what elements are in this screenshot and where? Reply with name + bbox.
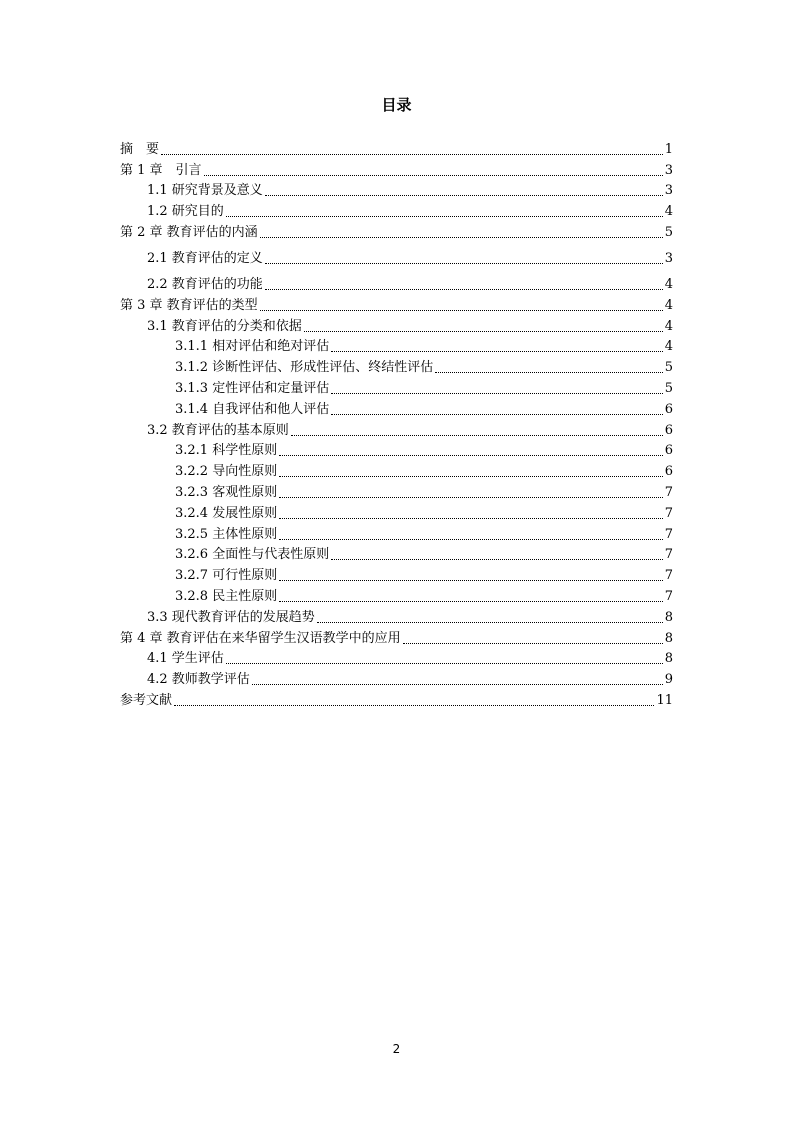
toc-entry[interactable] <box>120 200 673 221</box>
toc-entry-text: 第 3 章 教育评估的类型 <box>120 297 258 313</box>
toc-entry-text: 3.2.1 科学性原则 <box>175 443 278 459</box>
toc-page-number: 3 <box>664 250 673 266</box>
toc-leader-dots <box>174 704 654 706</box>
toc-leader-dots <box>265 262 663 264</box>
toc-entry[interactable] <box>120 268 673 294</box>
toc-entry-text: 3.2.6 全面性与代表性原则 <box>175 547 330 563</box>
toc-page-number: 8 <box>664 609 673 625</box>
page-number-footer: 2 <box>392 1042 401 1056</box>
toc-entry-text: 第 4 章 教育评估在来华留学生汉语教学中的应用 <box>120 630 401 646</box>
toc-page-number: 5 <box>664 380 673 396</box>
toc-page-number: 1 <box>664 141 673 157</box>
toc-entry[interactable] <box>120 606 673 627</box>
toc-page-number: 6 <box>664 422 673 438</box>
toc-leader-dots <box>279 600 663 602</box>
toc-leader-dots <box>279 538 663 540</box>
toc-leader-dots <box>252 683 663 685</box>
toc-leader-dots <box>331 392 663 394</box>
toc-page-number: 6 <box>664 443 673 459</box>
toc-leader-dots <box>331 558 663 560</box>
toc-page-number: 4 <box>664 339 673 355</box>
toc-page-number: 11 <box>656 692 673 708</box>
toc-page-number: 8 <box>664 630 673 646</box>
toc-leader-dots <box>435 371 663 373</box>
toc-entry-text: 1.1 研究背景及意义 <box>147 183 263 199</box>
toc-leader-dots <box>260 309 663 311</box>
toc-entry[interactable] <box>120 180 673 201</box>
toc-leader-dots <box>279 454 663 456</box>
toc-entry[interactable] <box>120 502 673 523</box>
toc-entry-text: 第 1 章 引言 <box>120 162 202 178</box>
toc-entry[interactable] <box>120 668 673 689</box>
toc-leader-dots <box>265 194 663 196</box>
toc-entry[interactable] <box>120 544 673 565</box>
toc-page-number: 4 <box>664 318 673 334</box>
toc-leader-dots <box>279 496 663 498</box>
toc-page-number: 7 <box>664 526 673 542</box>
toc-leader-dots <box>260 236 663 238</box>
toc-page-number: 7 <box>664 505 673 521</box>
toc-entry-text: 第 2 章 教育评估的内涵 <box>120 224 258 240</box>
toc-entry-text: 3.2 教育评估的基本原则 <box>147 422 289 438</box>
toc-entry-text: 3.3 现代教育评估的发展趋势 <box>147 609 315 625</box>
toc-entry-text: 3.2.7 可行性原则 <box>175 568 278 584</box>
toc-entry[interactable] <box>120 648 673 669</box>
toc-page-number: 7 <box>664 588 673 604</box>
toc-leader-dots <box>265 288 663 290</box>
toc-entry[interactable] <box>120 585 673 606</box>
toc-page-number: 7 <box>664 547 673 563</box>
toc-entry[interactable] <box>120 242 673 268</box>
toc-leader-dots <box>279 475 663 477</box>
toc-leader-dots <box>279 579 663 581</box>
toc-entry-text: 3.2.5 主体性原则 <box>175 526 278 542</box>
toc-entry-text: 3.1.2 诊断性评估、形成性评估、终结性评估 <box>175 360 434 376</box>
toc-entry[interactable] <box>120 315 673 336</box>
toc-entry[interactable] <box>120 294 673 315</box>
toc-entry[interactable] <box>120 440 673 461</box>
toc-page-number: 7 <box>664 484 673 500</box>
toc-page-number: 6 <box>664 464 673 480</box>
toc-page-number: 4 <box>664 297 673 313</box>
toc-page-number: 9 <box>664 672 673 688</box>
toc-entry[interactable] <box>120 523 673 544</box>
toc-entry-text: 3.2.2 导向性原则 <box>175 464 278 480</box>
toc-leader-dots <box>161 153 663 155</box>
toc-page-number: 5 <box>664 360 673 376</box>
toc-page-number: 3 <box>664 162 673 178</box>
toc-page-number: 7 <box>664 568 673 584</box>
table-of-contents <box>120 138 673 710</box>
toc-entry-text: 3.1.4 自我评估和他人评估 <box>175 401 330 417</box>
toc-leader-dots <box>226 662 663 664</box>
toc-entry-text: 3.1.3 定性评估和定量评估 <box>175 380 330 396</box>
toc-entry-text: 3.1 教育评估的分类和依据 <box>147 318 302 334</box>
toc-leader-dots <box>304 330 663 332</box>
toc-entry-text: 2.2 教育评估的功能 <box>147 276 263 292</box>
toc-entry[interactable] <box>120 377 673 398</box>
toc-entry-text: 3.2.4 发展性原则 <box>175 505 278 521</box>
toc-entry[interactable] <box>120 460 673 481</box>
toc-entry[interactable] <box>120 419 673 440</box>
toc-title: 目录 <box>381 96 412 114</box>
toc-entry-text: 4.2 教师教学评估 <box>147 672 250 688</box>
toc-entry-text: 3.1.1 相对评估和绝对评估 <box>175 339 330 355</box>
toc-page-number: 3 <box>664 183 673 199</box>
toc-entry-text: 3.2.8 民主性原则 <box>175 588 278 604</box>
toc-entry-text: 4.1 学生评估 <box>147 651 224 667</box>
toc-page-number: 4 <box>664 204 673 220</box>
toc-entry-text: 1.2 研究目的 <box>147 204 224 220</box>
toc-entry-text: 2.1 教育评估的定义 <box>147 250 263 266</box>
toc-entry-text: 摘 要 <box>120 141 160 157</box>
toc-entry[interactable] <box>120 221 673 242</box>
toc-entry[interactable] <box>120 627 673 648</box>
toc-entry-text: 参考文献 <box>120 692 173 708</box>
toc-page-number: 4 <box>664 276 673 292</box>
toc-entry[interactable] <box>120 356 673 377</box>
toc-entry[interactable] <box>120 336 673 357</box>
toc-leader-dots <box>226 215 663 217</box>
toc-entry[interactable] <box>120 481 673 502</box>
toc-entry[interactable] <box>120 398 673 419</box>
toc-page-number: 5 <box>664 224 673 240</box>
toc-entry[interactable] <box>120 564 673 585</box>
toc-leader-dots <box>291 434 663 436</box>
toc-entry[interactable] <box>120 138 673 159</box>
toc-leader-dots <box>204 174 663 176</box>
toc-page-number: 8 <box>664 651 673 667</box>
toc-leader-dots <box>279 517 663 519</box>
toc-entry[interactable] <box>120 689 673 710</box>
toc-page-number: 6 <box>664 401 673 417</box>
toc-entry[interactable] <box>120 159 673 180</box>
toc-entry-text: 3.2.3 客观性原则 <box>175 484 278 500</box>
toc-leader-dots <box>331 413 663 415</box>
toc-leader-dots <box>403 642 663 644</box>
toc-leader-dots <box>317 621 663 623</box>
toc-leader-dots <box>331 350 663 352</box>
